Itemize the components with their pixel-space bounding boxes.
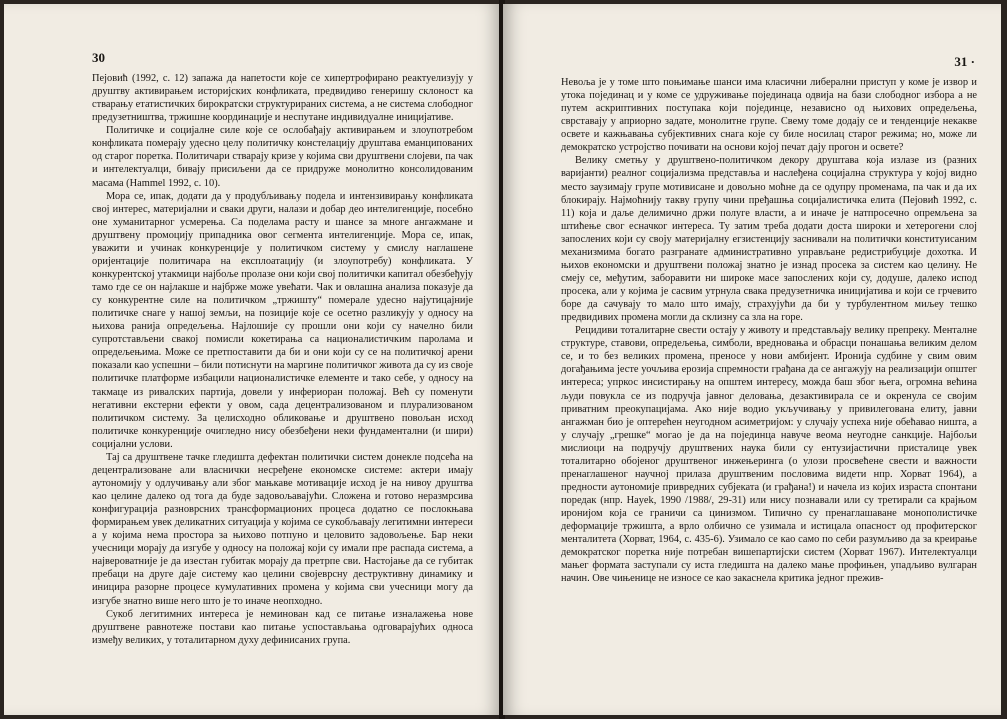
right-page-text [561, 76, 977, 585]
page-number-left: 30 [92, 50, 105, 65]
paragraph: Велику сметњу у друштвено-политичком декору друштава која излазе из (разних варијанти) реалног социјализма представља и наслеђена социјална структура у којој видно место заузимају групе мотивисане и довољно моћне да се одупру променама, па чак и да их блокирају. Најмоћнију такву групу чини пређашња социјалистичка елита (Пејовић 1992, с. 11) која и даље делимично држи полуге власти, а и иначе је натпросечно опремљена за штићење свог есначког интереса. Ту затим треба додати доста широки и хетерогени слој запослених који су своју материјалну егзистенцију заснивали на политички конституисаним механизмима богато разгранате административно управљане редистрибуције дохотка. И њихов економски и друштвени положај знатно је изнад просека за систем као целину. Не смеју се, међутим, заборавити ни широке масе запослених који су, додуше, далеко испод просека, али у којима је сасвим утрнула свака предузетничка иницијатива и који се грчевито боре да сачувају то мало што имају, страхујући да би у турбулентном миљеу тешко предвидивих промена могли да склизну са зла на горе. [561, 155, 977, 324]
right-page [503, 4, 1001, 715]
left-page [4, 4, 501, 715]
paragraph: Невоља је у томе што поњимање шанси има класични либерални приступ у коме је извор и утока појединац и у коме се удруживање појединаца одвија на бази слободног избора а не путем аскриптивних поступака који појединце, независно од њихових опредељења, сврставају у априорно задате, монолитне групе. Свему томе додају се и тенденције некакве освете и кажњавања субјективних снага које су биле носилац старог режима; но, може ли демократско устројство почивати на основи којој печат дају прогон и освете? [561, 77, 977, 154]
page-number-right: 31 · [954, 54, 975, 69]
paragraph: Пејовић (1992, с. 12) запажа да напетости које се хипертрофирано реактуелизују у друштву активирањем историјских конфликата, предвидиво генеришу склоност ка стварању етатистичких бирократски структурираних система, а не система слободног предузетништва, тржишне координације и неспутане индивидуалне иницијативе. [92, 73, 473, 124]
paragraph: Мора се, ипак, додати да у продубљивању подела и интензивирању конфликата свој интерес, материјални и сваки други, налази и добар део интелигенције, посебно оне хуманитарног усмерења. Са поделама расту и шансе за многе ангажмане и друштвену промоцију припадника овог сегмента интелигенције. Мора се, ипак, уважити и учинак конкуренције у политичком систему у смислу наглашене оријентације политичара на експлоатацију (и злоупотребу) конфликата. У конкурентској утакмици најбоље пролазе они који свој политички капитал обезбеђују тамо где се он најлакше и најбрже може увећати. Чак и овлашна анализа показује да су конкурентне силе на политичком „тржишту“ померале удесно најутицајније политичке снаге у нашој земљи, на позиције које се осетно разликују у односу на њихова ранија опредељења. Најлошије су прошли они који су начелно били супротстављени свакој помисли кокетирања са националистичким паролама и опредељењима. Може се претпоставити да би и они који су се на политичкој арени показали као успешни – били потиснути на маргине политичког живота да су из своје политичке платформе избацили националистичке елементе и тако себе, у односу на такмаце из ривалских партија, довели у инфериоран положај. Већ су поменути негативни екстерни ефекти у овом, сада децентрализованом и плурализованом политичком систему. За целисходно обликовање и друштвено повољан исход политичке конкуренције очигледно нису обезбеђени неки фундаментални (и шири) социјални услови. [92, 190, 473, 450]
paragraph: Рецидиви тоталитарне свести остају у животу и представљају велику препреку. Менталне структуре, ставови, опредељења, симболи, вредновања и обрасци понашања великим делом се, и то без великих промена, преносе у нови амбијент. Иронија судбине у свим овим догађањима јесте уочљива ерозија спремности грађана да се ангажују на реализацији општег интереса; упркос инсистирању на општем интересу, можда баш због њега, огромна већина људи повукла се из подручја јавног деловања, дезактивирала се и окренула се својим приватним преокупацијама. Ако није водио укључивању у привилегована елиту, јавни ангажман био је оптерећен неугодном асиметријом: у случају успеха није обећавао ништа, а у случају „грешке“ могао је да на појединца навуче веома неугодне санкције. Најбољи мислиоци на подручју друштвених наука били су ентузијастични присталице увек тоталитарно обојеног друштвеног инжењеринга (о улози просвећене свести и важности пренаглашеног научној прилаза друштвеним пословима видети нпр. Хорват 1964), а предности аутономије привредних субјеката (и грађана!) и начела из којих израста спонтани поредак (нпр. Hayek, 1990 /1988/, 29-31) или нису познавали или су третирали са крајњом иронијом која се граничи са цинизмом. Типично су пренаглашаване монополистичке деформације тржишта, а врло олбично се узимала и истицала опасност од профитерског менталитета (Хорват, 1964, с. 435-6). Узимало се као само по себи разумљиво да за креирање демократског поретка није потребан вишепартијски систем (Хорват 1967). Интелектуалци мањег формата заступали су иста гледишта на далеко мање профињен, упадљиво вулгаран начин. Ове чињенице не износе се као закаснела критика једног прежив- [561, 325, 977, 585]
left-page-text [92, 72, 473, 647]
paragraph: Тај са друштвене тачке гледишта дефектан политички систем донекле подсећа на децентрализоване али власнички несређене економске системе: актери имају аутономију у одлучивању али због мањкаве мотивације исход је на нивоу друштва као целине далеко од тога да буде задовољавајући. Сложена и готово неразмрсива конфигурација разноврсних трансформационих процеса додатно се послокњава формирањем увек деликатних ситуација у којима се сукобљавају легитимни интереси а у којима нема простора за њихово потпуно и целовито задовољење. Бар неки учесници морају да изгубе у односу на положај који су имали пре распада система, а највероватније је да изестан губитак морају да претрпе сви. Настојање да се губитак пребаци на друге даје систему као целини својеврсну деструктивну динамику и иницира разорне процесе кумулативних промена у којима сви учесници могу да изгубе знатно више него што је то иначе неопходно. [92, 451, 473, 607]
paragraph: Сукоб легитимних интереса је неминован кад се питање изналажења нове друштвене равнотеже постави као питање успостављања одговарајућих односа између великих, у тоталитарном духу дефинисаних група. [92, 608, 473, 646]
paragraph: Политичке и социјалне силе које се ослобађају активирањем и злоупотребом конфликата померају удесно целу политичку констелацију друштава еманципованих од старог поретка. Политичари стварају кризе у којима сви друштвени слојеви, па чак и интелектуалци, бивају присиљени да се придруже монолитно консолидованим масама (Hammel 1992, с. 10). [92, 125, 473, 189]
